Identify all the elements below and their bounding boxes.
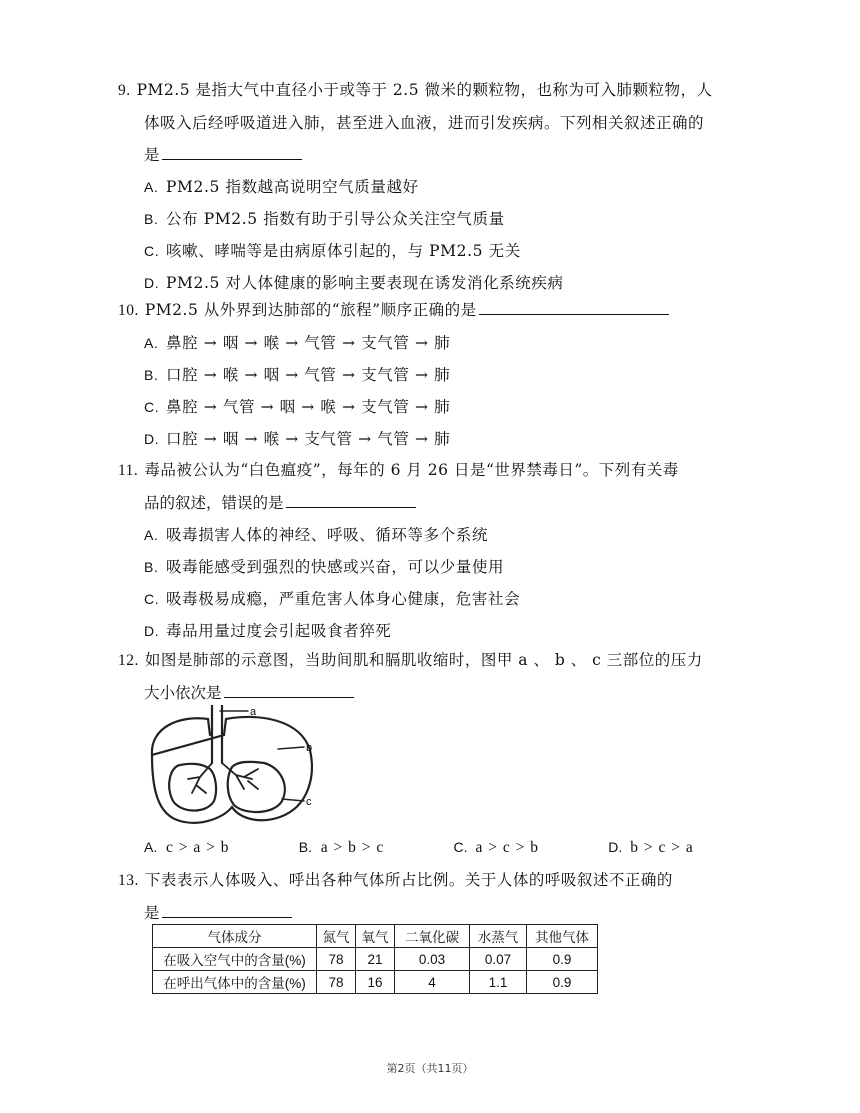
answer-blank[interactable] — [162, 899, 292, 918]
gas-composition-table — [152, 924, 598, 994]
table-cell: 4 — [395, 971, 470, 994]
answer-blank[interactable] — [162, 141, 302, 160]
option-a[interactable]: A. 鼻腔 → 咽 → 喉 → 气管 → 支气管 → 肺 — [144, 334, 451, 352]
table-header: 其他气体 — [527, 925, 598, 948]
table-cell: 在吸入空气中的含量(%) — [153, 948, 317, 971]
answer-blank[interactable] — [286, 489, 416, 508]
option-d[interactable]: D. b > c > a — [608, 839, 693, 856]
answer-blank[interactable] — [479, 296, 669, 315]
question-12-options — [118, 831, 763, 864]
question-9-stem-line2: 体吸入后经呼吸道进入肺，甚至进入血液，进而引发疾病。下列相关叙述正确的 — [144, 114, 705, 132]
table-cell: 0.07 — [470, 948, 527, 971]
question-number: 10. — [118, 302, 139, 319]
option-b[interactable]: B. 吸毒能感受到强烈的快感或兴奋，可以少量使用 — [144, 558, 505, 576]
table-row — [153, 948, 598, 971]
page-footer: 第2页（共11页） — [386, 1062, 474, 1075]
table-cell: 16 — [356, 971, 395, 994]
question-13-stem-line2: 是 — [118, 897, 763, 929]
label-c: c — [306, 796, 312, 808]
question-10-stem: 10. PM2.5 从外界到达肺部的“旅程”顺序正确的是 — [118, 294, 763, 327]
option-b[interactable]: B. a > b > c — [298, 839, 384, 856]
question-12-stem-line2: 大小依次是 — [118, 677, 763, 709]
question-9-stem: 9. PM2.5 是指大气中直径小于或等于 2.5 微米的颗粒物，也称为可入肺颗粒物，人 — [118, 81, 713, 99]
option-d[interactable]: D. 口腔 → 咽 → 喉 → 支气管 → 气管 → 肺 — [144, 430, 451, 448]
question-number: 13. — [118, 872, 139, 889]
question-number: 12. — [118, 652, 139, 669]
question-11 — [118, 454, 763, 647]
table-cell: 在呼出气体中的含量(%) — [153, 971, 317, 994]
table-header-row — [153, 925, 598, 948]
label-a: a — [250, 706, 257, 718]
option-a[interactable]: A. PM2.5 指数越高说明空气质量越好 — [144, 178, 419, 196]
table-cell: 0.9 — [527, 971, 598, 994]
label-b: b — [306, 742, 313, 754]
option-b[interactable]: B. 公布 PM2.5 指数有助于引导公众关注空气质量 — [144, 210, 505, 228]
table-header: 水蒸气 — [470, 925, 527, 948]
question-13 — [118, 864, 763, 929]
chest-cavity-outline — [152, 717, 312, 823]
option-d[interactable]: D. PM2.5 对人体健康的影响主要表现在诱发消化系统疾病 — [144, 274, 564, 292]
option-c[interactable]: C. 咳嗽、哮喘等是由病原体引起的，与 PM2.5 无关 — [144, 242, 521, 260]
table-cell: 1.1 — [470, 971, 527, 994]
option-a[interactable]: A. 吸毒损害人体的神经、呼吸、循环等多个系统 — [144, 526, 489, 544]
table-header: 气体成分 — [153, 925, 317, 948]
table-cell: 0.03 — [395, 948, 470, 971]
table-cell: 78 — [317, 971, 356, 994]
question-11-stem: 11. 毒品被公认为“白色瘟疫”，每年的 6 月 26 日是“世界禁毒日”。下列有关毒 — [118, 461, 679, 479]
question-9 — [118, 74, 763, 299]
question-10 — [118, 294, 763, 455]
option-d[interactable]: D. 毒品用量过度会引起吸食者猝死 — [144, 622, 392, 640]
question-number: 11. — [118, 462, 139, 479]
table-row — [153, 971, 598, 994]
table-header: 二氧化碳 — [395, 925, 470, 948]
question-13-stem: 13. 下表表示人体吸入、呼出各种气体所占比例。关于人体的呼吸叙述不正确的 — [118, 871, 673, 889]
question-11-stem-line2: 品的叙述，错误的是 — [118, 487, 763, 519]
option-a[interactable]: A. c > a > b — [144, 839, 229, 856]
option-c[interactable]: C. 鼻腔 → 气管 → 咽 → 喉 → 支气管 → 肺 — [144, 398, 451, 416]
question-9-stem-line3: 是 — [118, 139, 763, 171]
table-header: 氧气 — [356, 925, 395, 948]
bronchi — [188, 763, 258, 793]
lung-diagram — [140, 705, 330, 830]
question-number: 9. — [118, 82, 131, 99]
question-12-stem: 12. 如图是肺部的示意图，当助间肌和膈肌收缩时，图甲 a 、 b 、 c 三部位的压力 — [118, 651, 703, 669]
option-b[interactable]: B. 口腔 → 喉 → 咽 → 气管 → 支气管 → 肺 — [144, 366, 451, 384]
table-cell: 21 — [356, 948, 395, 971]
option-c[interactable]: C. 吸毒极易成瘾，严重危害人体身心健康，危害社会 — [144, 590, 521, 608]
table-cell: 78 — [317, 948, 356, 971]
left-lung — [169, 764, 216, 811]
option-c[interactable]: C. a > c > b — [453, 839, 538, 856]
table-cell: 0.9 — [527, 948, 598, 971]
answer-blank[interactable] — [224, 679, 354, 698]
question-12 — [118, 644, 763, 709]
table-header: 氮气 — [317, 925, 356, 948]
